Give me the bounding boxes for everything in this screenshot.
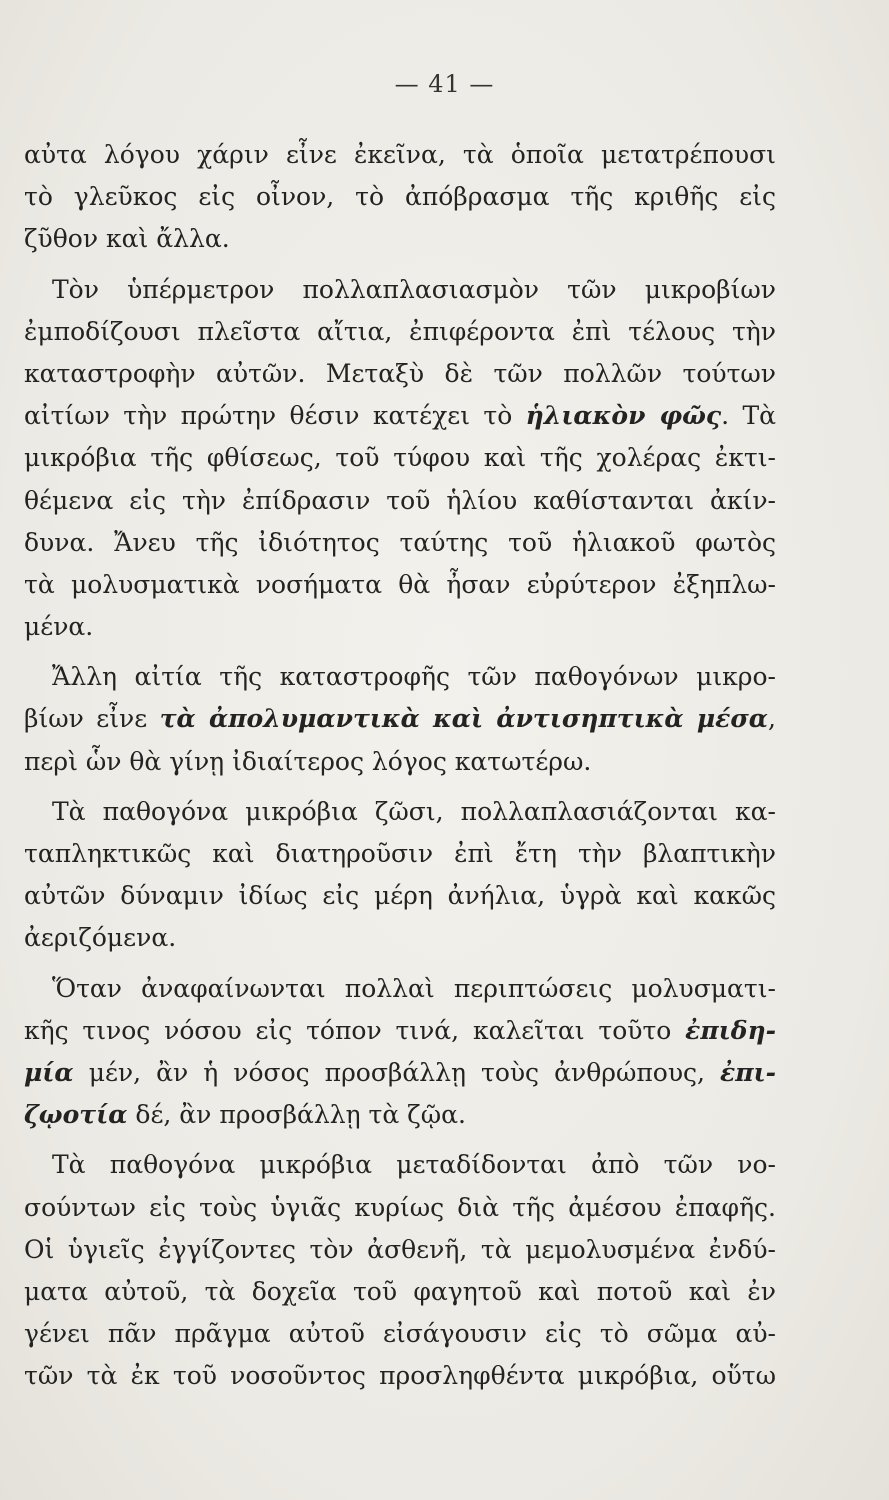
text-run: ἐμποδίζουσι πλεῖστα αἴτια, ἐπιφέροντα ἐπὶ τέλους τὴν [24, 316, 776, 346]
text-line [24, 134, 776, 176]
text-run: ζῦθον καὶ ἄλλα. [24, 224, 230, 254]
text-run: Ὅταν ἀναφαίνωνται πολλαὶ περιπτώσεις μολυσματι- [52, 973, 776, 1003]
text-run: βίων εἶνε [24, 704, 160, 734]
text-line [24, 269, 776, 311]
text-line [24, 741, 776, 783]
text-line [24, 218, 776, 260]
text-run: Τὰ παθογόνα μικρόβια ζῶσι, πολλαπλασιάζονται κα- [52, 796, 776, 826]
text-run: αὐτῶν δύναμιν ἰδίως εἰς μέρη ἀνήλια, ὑγρὰ καὶ κακῶς [24, 881, 776, 911]
text-run: ἀεριζόμενα. [24, 923, 177, 953]
text-run: καταστροφὴν αὐτῶν. Μεταξὺ δὲ τῶν πολλῶν τούτων [24, 358, 776, 388]
text-line [24, 1187, 776, 1229]
text-run: σούντων εἰς τοὺς ὑγιᾶς κυρίως διὰ τῆς ἀμέσου ἐπαφῆς. [24, 1192, 776, 1222]
text-line [24, 1144, 776, 1186]
text-run: . Τὰ [721, 401, 776, 431]
text-line [24, 480, 776, 522]
text-run: Τὰ παθογόνα μικρόβια μεταδίδονται ἀπὸ τῶν νο- [52, 1150, 776, 1180]
text-run: περὶ ὧν θὰ γίνῃ ἰδιαίτερος λόγος κατωτέρω. [24, 746, 592, 776]
emphasis-text: ἐπιδη- [685, 1015, 776, 1045]
text-run: Οἱ ὑγιεῖς ἐγγίζοντες τὸν ἀσθενῆ, τὰ μεμολυσμένα ἐνδύ- [24, 1234, 776, 1264]
text-run: Τὸν ὑπέρμετρον πολλαπλασιασμὸν τῶν μικροβίων [52, 274, 776, 304]
text-line [24, 698, 776, 740]
text-run: τὸ γλεῦκος εἰς οἶνον, τὸ ἀπόβρασμα τῆς κριθῆς εἰς [24, 182, 776, 212]
text-run: , [768, 704, 776, 734]
text-run: μικρόβια τῆς φθίσεως, τοῦ τύφου καὶ τῆς χολέρας ἐκτι- [24, 443, 776, 473]
text-run: μένα. [24, 612, 94, 642]
text-line [24, 1271, 776, 1313]
text-run: δέ, ἂν προσβάλλῃ τὰ ζῷα. [127, 1100, 466, 1130]
text-run: τῶν τὰ ἐκ τοῦ νοσοῦντος προσληφθέντα μικρόβια, οὕτω [24, 1361, 776, 1391]
text-run: αὐτα λόγου χάριν εἶνε ἐκεῖνα, τὰ ὁποῖα μετατρέπουσι [24, 140, 776, 169]
text-run: θέμενα εἰς τὴν ἐπίδρασιν τοῦ ἡλίου καθίστανται ἀκίν- [24, 485, 776, 515]
text-line [24, 176, 776, 218]
text-run: μέν, ἂν ἡ νόσος προσβάλλῃ τοὺς ἀνθρώπους, [73, 1057, 721, 1087]
text-line [24, 311, 776, 353]
text-line [24, 522, 776, 564]
text-line [24, 875, 776, 917]
text-line [24, 833, 776, 875]
text-line [24, 1010, 776, 1052]
text-line [24, 353, 776, 395]
text-line [24, 1094, 776, 1136]
text-run: δυνα. Ἄνευ τῆς ἰδιότητος ταύτης τοῦ ἡλιακοῦ φωτὸς [24, 527, 776, 557]
text-run: αἰτίων τὴν πρώτην θέσιν κατέχει τὸ [24, 401, 526, 431]
text-line [24, 1355, 776, 1397]
emphasis-text: ἡλιακὸν φῶς [525, 401, 722, 431]
text-line [24, 968, 776, 1010]
text-run: Ἄλλη αἰτία τῆς καταστροφῆς τῶν παθογόνων μικρο- [52, 662, 776, 692]
body-text [24, 134, 776, 1397]
text-line [24, 917, 776, 959]
text-line [24, 791, 776, 833]
text-line [24, 1313, 776, 1355]
text-line [24, 437, 776, 479]
emphasis-text: τὰ ἀπολυμαντικὰ καὶ ἀντισηπτικὰ μέσα [159, 704, 769, 734]
emphasis-text: ἐπι- [720, 1057, 776, 1087]
text-run: κῆς τινος νόσου εἰς τόπον τινά, καλεῖται τοῦτο [24, 1015, 686, 1045]
text-line [24, 395, 776, 437]
text-line [24, 1052, 776, 1094]
text-line [24, 564, 776, 606]
text-line [24, 606, 776, 648]
text-run: τὰ μολυσματικὰ νοσήματα θὰ ἦσαν εὐρύτερον ἐξηπλω- [24, 569, 776, 599]
page-number: — 41 — [394, 70, 495, 98]
text-run: ματα αὐτοῦ, τὰ δοχεῖα τοῦ φαγητοῦ καὶ ποτοῦ καὶ ἐν [24, 1276, 776, 1306]
emphasis-text: μία [24, 1057, 74, 1087]
text-line [24, 656, 776, 698]
text-run: γένει πᾶν πρᾶγμα αὐτοῦ εἰσάγουσιν εἰς τὸ σῶμα αὐ- [24, 1319, 776, 1349]
emphasis-text: ζῳοτία [24, 1100, 128, 1130]
text-line [24, 1229, 776, 1271]
text-run: ταπληκτικῶς καὶ διατηροῦσιν ἐπὶ ἔτη τὴν βλαπτικὴν [24, 839, 776, 868]
